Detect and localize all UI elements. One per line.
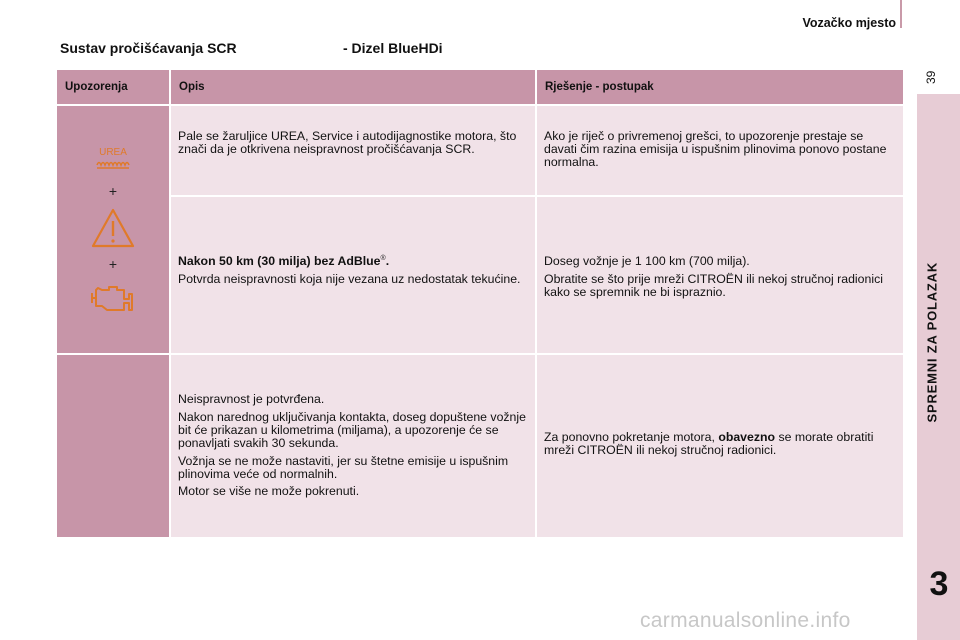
description-text: Motor se više ne može pokrenuti. <box>178 484 360 499</box>
chapter-label: SPREMNI ZA POLAZAK <box>924 261 940 423</box>
plus-sign: + <box>108 182 118 199</box>
description-bold-end: . <box>385 254 390 269</box>
urea-icon <box>57 144 169 176</box>
title-main: Sustav pročišćavanja SCR <box>60 40 237 56</box>
description-text: Nakon narednog uključivanja kontakta, doseg dopuštene vožnje bit će prikazan u kilometrima (miljama), a upozorenje će se ponavljati svakih 30 sekunda. <box>178 409 526 450</box>
col-header-warnings: Upozorenja <box>57 70 170 105</box>
section-title: Vozačko mjesto <box>802 16 896 30</box>
page-number: 39 <box>924 70 938 84</box>
row-3-description <box>170 354 536 537</box>
col-header-solution: Rješenje - postupak <box>536 70 903 105</box>
description-text: Vožnja se ne može nastaviti, jer su štetne emisije u ispušnim plinovima veće od normalnih. <box>178 453 509 481</box>
row-2-solution <box>536 196 903 354</box>
solution-text-post: se morate obratiti mreži CITROËN ili nekoj stručnoj radionici. <box>544 430 874 457</box>
table-row <box>57 105 903 196</box>
warnings-table <box>57 70 903 537</box>
svg-text:UREA: UREA <box>99 146 127 158</box>
row-1-solution <box>536 105 903 196</box>
title-sub: - Dizel BlueHDi <box>343 40 443 56</box>
description-bold <box>178 255 527 268</box>
plus-sign: + <box>108 255 118 272</box>
description-text: Potvrda neispravnosti koja nije vezana uz nedostatak tekućine. <box>178 272 521 286</box>
service-warning-icon <box>57 207 169 249</box>
row-2-description <box>170 196 536 354</box>
table-header-row <box>57 70 903 105</box>
page-title <box>60 40 443 56</box>
solution-text: Doseg vožnje je 1 100 km (700 milja). <box>544 254 750 268</box>
col-header-description: Opis <box>170 70 536 105</box>
engine-check-icon <box>57 279 169 315</box>
solution-text-pre: Za ponovno pokretanje motora, <box>544 430 719 444</box>
description-text: Pale se žaruljice UREA, Service i autodijagnostike motora, što znači da je otkrivena neispravnost pročišćavanja SCR. <box>178 129 517 156</box>
solution-text <box>544 431 895 457</box>
registered-mark: ® <box>380 255 386 262</box>
warning-icons-cell <box>57 105 170 354</box>
solution-text: Ako je riječ o privremenoj grešci, to upozorenje prestaje se davati čim razina emisija u ispušnim plinovima ponovo postane normalna. <box>544 129 887 169</box>
watermark: carmanualsonline.info <box>640 609 851 632</box>
table-row <box>57 196 903 354</box>
warning-icons-cell-empty <box>57 354 170 537</box>
solution-text: Obratite se što prije mreži CITROËN ili nekoj stručnoj radionici kako se spremnik ne bi ispraznio. <box>544 271 883 299</box>
table-row <box>57 354 903 537</box>
header-divider <box>900 0 902 28</box>
solution-text-bold: obavezno <box>718 430 776 444</box>
row-1-description <box>170 105 536 196</box>
description-text: Neispravnost je potvrđena. <box>178 392 325 406</box>
description-bold-text: Nakon 50 km (30 milja) bez AdBlue <box>178 254 381 269</box>
chapter-number: 3 <box>929 565 949 603</box>
row-3-solution <box>536 354 903 537</box>
